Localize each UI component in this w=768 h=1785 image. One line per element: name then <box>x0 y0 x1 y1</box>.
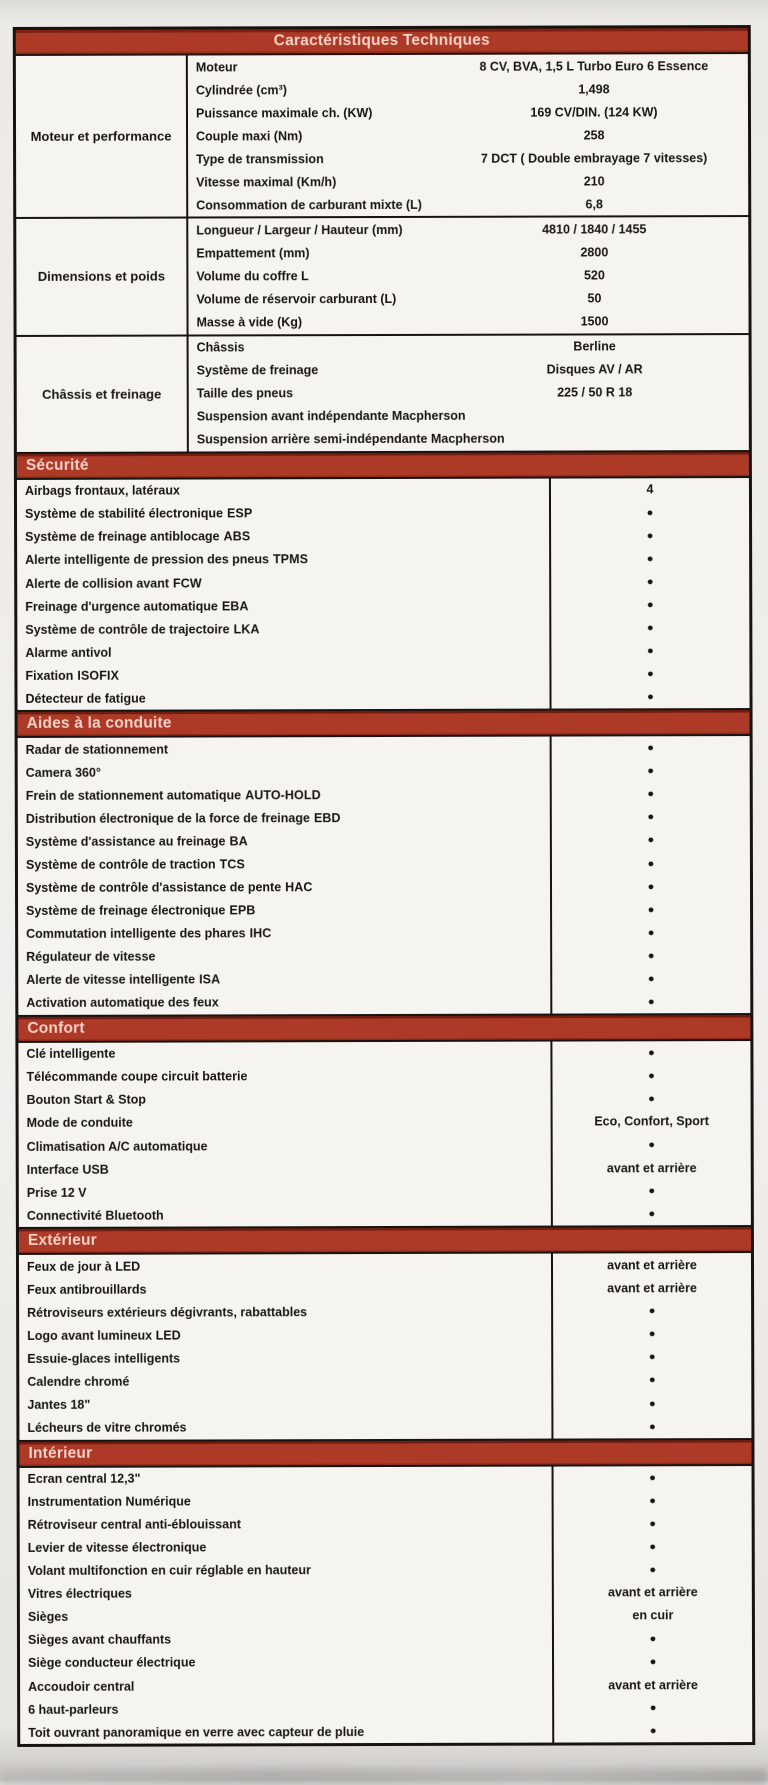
feature-label-text: Mode de conduite <box>26 1116 133 1131</box>
feature-row <box>20 1581 752 1606</box>
feature-label <box>17 478 551 502</box>
feature-row <box>18 1041 750 1066</box>
feature-value: • <box>648 1135 655 1155</box>
feature-value: • <box>650 1698 657 1718</box>
spec-row <box>188 146 748 171</box>
section-header-label: Intérieur <box>28 1444 93 1462</box>
feature-value: • <box>649 1301 656 1321</box>
feature-value: • <box>649 1560 656 1580</box>
section-header-label: Sécurité <box>25 456 89 474</box>
photo-edge-smudge <box>0 1769 768 1785</box>
feature-value: • <box>649 1416 656 1436</box>
feature-row <box>17 570 749 595</box>
spec-rows <box>188 54 748 217</box>
feature-label-acronym: BA <box>229 834 248 849</box>
feature-value: • <box>647 761 654 781</box>
feature-row <box>19 1179 751 1204</box>
feature-label-text: Alerte de vitesse intelligente <box>26 972 196 988</box>
spec-attribute-value: 520 <box>583 268 605 283</box>
feature-label-text: Volant multifonction en cuir réglable en hauteur <box>27 1563 311 1579</box>
feature-value: • <box>649 1347 656 1367</box>
feature-label-text: Commutation intelligente des phares <box>26 926 246 942</box>
spec-rows <box>188 217 748 334</box>
feature-label <box>18 806 552 830</box>
section-header-label: Confort <box>27 1019 85 1037</box>
feature-row <box>17 501 749 526</box>
feature-label <box>19 1300 553 1324</box>
feature-label-text: Système de contrôle d'assistance de pente <box>25 880 282 895</box>
feature-label-text: Ecran central 12,3" <box>27 1471 141 1487</box>
feature-label <box>20 1674 554 1698</box>
spec-attribute-label: Taille des pneus <box>196 386 294 401</box>
spec-section <box>17 335 749 454</box>
feature-label <box>19 1277 553 1301</box>
spec-attribute-label: Système de freinage <box>196 363 319 378</box>
feature-row <box>18 990 750 1015</box>
feature-label <box>19 1254 553 1278</box>
feature-label-text: Régulateur de vitesse <box>26 949 156 965</box>
section-header <box>18 710 750 738</box>
feature-value: avant et arrière <box>608 1585 698 1600</box>
feature-label <box>19 1203 553 1227</box>
feature-label <box>17 686 551 710</box>
feature-label-acronym: LKA <box>233 621 260 636</box>
section-header <box>18 1015 750 1043</box>
feature-row <box>20 1512 752 1537</box>
feature-label-text: Alarme antivol <box>25 645 112 660</box>
section-header <box>19 1440 751 1468</box>
feature-row <box>17 662 749 687</box>
top-spec-sections <box>16 54 749 454</box>
scanned-spec-sheet <box>13 25 756 1747</box>
feature-value: 4 <box>646 482 654 497</box>
feature-row <box>19 1133 751 1158</box>
feature-section-body <box>20 1466 753 1744</box>
spec-row <box>189 427 749 452</box>
feature-label-text: Sièges <box>27 1610 69 1625</box>
feature-section-body <box>18 736 751 1016</box>
feature-label-acronym: AUTO-HOLD <box>245 788 321 803</box>
feature-label <box>18 783 552 807</box>
spec-section-label: Dimensions et poids <box>16 219 188 335</box>
feature-label-text: Camera 360° <box>25 765 101 780</box>
feature-label <box>18 1064 552 1088</box>
feature-value: • <box>648 1066 655 1086</box>
feature-row <box>17 616 749 641</box>
feature-label-text: Essuie-glaces intelligents <box>27 1351 181 1366</box>
feature-row <box>19 1253 751 1278</box>
feature-value: • <box>647 526 654 546</box>
feature-row <box>17 685 749 710</box>
feature-value: • <box>647 687 654 707</box>
spec-row <box>188 123 748 148</box>
feature-label-text: Rétroviseur central anti-éblouissant <box>27 1517 241 1533</box>
spec-attribute-label: Volume de réservoir carburant (L) <box>196 291 397 307</box>
feature-label <box>20 1466 554 1490</box>
spec-row <box>189 404 749 429</box>
feature-label-acronym: EBD <box>313 811 341 826</box>
feature-row <box>18 805 750 830</box>
feature-row <box>18 875 750 900</box>
spec-attribute-label: Type de transmission <box>196 151 324 167</box>
spec-attribute-value: 225 / 50 R 18 <box>557 385 633 400</box>
feature-label-text: Prise 12 V <box>26 1185 87 1200</box>
feature-label <box>18 967 552 991</box>
feature-value: • <box>647 830 654 850</box>
feature-row <box>19 1087 751 1112</box>
feature-value: avant et arrière <box>607 1280 697 1296</box>
feature-label-acronym: TPMS <box>272 552 309 567</box>
spec-row <box>188 100 748 125</box>
feature-label <box>20 1535 554 1559</box>
feature-label-text: Système de contrôle de trajectoire <box>25 621 230 637</box>
feature-row <box>19 1345 751 1370</box>
feature-label-text: Feux antibrouillards <box>27 1282 147 1297</box>
feature-value: • <box>647 595 654 615</box>
feature-value: • <box>647 807 654 827</box>
spec-attribute-value: 50 <box>587 291 602 306</box>
feature-value: • <box>649 1324 656 1344</box>
page-title: Caractéristiques Techniques <box>273 31 490 50</box>
feature-sections <box>17 452 752 1744</box>
spec-row <box>189 358 749 383</box>
spec-row <box>188 240 748 265</box>
feature-row <box>20 1719 752 1744</box>
feature-section-body <box>18 1041 750 1229</box>
spec-attribute-value: 1,498 <box>578 81 610 97</box>
feature-value: avant et arrière <box>608 1677 698 1692</box>
feature-label-text: Rétroviseurs extérieurs dégivrants, rabattables <box>27 1305 308 1320</box>
feature-label-text: Siège conducteur électrique <box>28 1655 196 1671</box>
feature-value: avant et arrière <box>606 1160 697 1175</box>
feature-label <box>18 921 552 945</box>
feature-label <box>18 990 552 1014</box>
spec-row <box>188 263 748 288</box>
feature-row <box>20 1535 752 1560</box>
feature-label-text: Frein de stationnement automatique <box>25 788 242 803</box>
spec-section <box>16 54 748 219</box>
feature-row <box>17 524 749 549</box>
feature-row <box>17 547 749 572</box>
feature-label-text: Lécheurs de vitre chromés <box>27 1420 187 1435</box>
feature-row <box>18 967 750 992</box>
feature-label-text: Système de freinage antiblocage <box>25 529 220 545</box>
spec-attribute-value: 8 CV, BVA, 1,5 L Turbo Euro 6 Essence <box>479 58 709 74</box>
spec-section <box>16 217 748 336</box>
feature-label <box>19 1369 553 1393</box>
spec-attribute-label: Suspension arrière semi-indépendante Macpherson <box>196 431 505 447</box>
spec-attribute-value: 258 <box>583 128 605 143</box>
feature-label <box>20 1627 554 1651</box>
feature-row <box>18 852 750 877</box>
spec-attribute-value: Berline <box>573 339 616 354</box>
feature-label <box>17 501 551 525</box>
feature-section-body <box>17 478 750 712</box>
feature-row <box>19 1368 751 1393</box>
feature-row <box>20 1696 752 1721</box>
feature-label-text: Système d'assistance au freinage <box>25 834 226 849</box>
feature-label-text: Système de freinage électronique <box>26 903 226 919</box>
feature-value: en cuir <box>632 1608 674 1623</box>
spec-table <box>13 25 756 1747</box>
feature-label <box>17 594 551 618</box>
spec-row <box>188 77 748 102</box>
feature-value: • <box>647 618 654 638</box>
feature-label <box>18 760 552 784</box>
spec-rows <box>189 335 749 452</box>
feature-value: • <box>648 1204 655 1224</box>
spec-attribute-label: Masse à vide (Kg) <box>196 315 303 330</box>
feature-label <box>19 1415 553 1439</box>
feature-row <box>17 478 749 503</box>
feature-value: • <box>647 503 654 523</box>
feature-value: • <box>648 1043 655 1063</box>
spec-row <box>188 54 748 79</box>
feature-label-text: Levier de vitesse électronique <box>27 1540 207 1556</box>
feature-label <box>19 1180 553 1204</box>
feature-label-text: Feux de jour à LED <box>26 1259 141 1274</box>
feature-row <box>20 1673 752 1698</box>
feature-label-text: Jantes 18" <box>27 1397 91 1412</box>
feature-label-text: Activation automatique des feux <box>26 995 219 1011</box>
feature-label-text: Airbags frontaux, latéraux <box>24 483 180 499</box>
spec-row <box>188 310 748 335</box>
feature-label <box>19 1111 553 1135</box>
feature-label <box>20 1697 554 1721</box>
feature-value: • <box>649 1467 656 1487</box>
feature-label-acronym: HAC <box>285 880 313 895</box>
feature-value: • <box>647 572 654 592</box>
feature-value: • <box>648 1181 655 1201</box>
spec-row <box>189 335 749 360</box>
feature-label-text: Freinage d'urgence automatique <box>25 598 218 614</box>
feature-label-text: Calendre chromé <box>27 1374 130 1389</box>
spec-attribute-label: Suspension avant indépendante Macpherson <box>196 409 466 424</box>
feature-row <box>17 593 749 618</box>
feature-row <box>19 1156 751 1181</box>
spec-attribute-value: 4810 / 1840 / 1455 <box>542 222 647 237</box>
feature-label-text: 6 haut-parleurs <box>28 1702 119 1717</box>
feature-label-text: Logo avant lumineux LED <box>27 1328 181 1343</box>
feature-label <box>20 1604 554 1628</box>
feature-row <box>17 639 749 664</box>
feature-label <box>18 944 552 968</box>
section-header-label: Aides à la conduite <box>26 714 172 733</box>
spec-attribute-value: 210 <box>583 174 605 189</box>
spec-attribute-label: Volume du coffre L <box>196 269 309 284</box>
feature-row <box>19 1322 751 1347</box>
feature-value: • <box>647 549 654 569</box>
feature-label-text: Climatisation A/C automatique <box>26 1138 208 1154</box>
feature-label <box>18 737 552 761</box>
feature-label <box>19 1134 553 1158</box>
feature-value: • <box>649 1393 656 1413</box>
feature-label-text: Connectivité Bluetooth <box>26 1208 164 1223</box>
feature-row <box>20 1627 752 1652</box>
feature-label-acronym: IHC <box>249 926 272 941</box>
feature-label-acronym: ISA <box>199 972 221 987</box>
feature-value: • <box>648 899 655 919</box>
spec-attribute-value: 7 DCT ( Double embrayage 7 vitesses) <box>480 150 708 166</box>
feature-label-text: Accoudoir central <box>28 1679 135 1694</box>
feature-label-text: Distribution électronique de la force de freinage <box>25 811 310 826</box>
feature-value: • <box>647 876 654 896</box>
feature-label-text: Bouton Start & Stop <box>26 1093 147 1108</box>
spec-section-label: Moteur et performance <box>16 56 188 218</box>
feature-label-text: Télécommande coupe circuit batterie <box>26 1069 248 1085</box>
feature-label <box>20 1581 554 1605</box>
feature-value: • <box>650 1652 657 1672</box>
section-header-label: Extérieur <box>27 1231 97 1250</box>
feature-label-text: Vitres électriques <box>27 1586 132 1602</box>
feature-label-acronym: FCW <box>172 575 202 591</box>
spec-attribute-value: 6,8 <box>585 197 603 212</box>
feature-label-text: Fixation <box>25 668 74 683</box>
feature-label-acronym: ESP <box>227 506 253 521</box>
feature-row <box>18 898 750 923</box>
spec-attribute-label: Cylindrée (cm³) <box>195 82 287 98</box>
feature-row <box>20 1604 752 1629</box>
feature-label-text: Alerte de collision avant <box>25 576 170 591</box>
feature-row <box>20 1558 752 1583</box>
spec-attribute-label: Vitesse maximal (Km/h) <box>196 174 337 190</box>
feature-label-acronym: TCS <box>219 857 245 872</box>
feature-value: • <box>648 992 655 1012</box>
spec-row <box>188 192 748 217</box>
feature-label <box>20 1720 554 1744</box>
feature-label <box>19 1323 553 1347</box>
feature-value: • <box>647 784 654 804</box>
feature-value: • <box>647 641 654 661</box>
feature-label-text: Alerte intelligente de pression des pneus <box>25 552 269 568</box>
feature-row <box>19 1276 751 1301</box>
feature-row <box>18 782 750 807</box>
feature-value: • <box>649 1629 656 1649</box>
spec-row <box>188 287 748 312</box>
feature-label <box>17 640 551 664</box>
feature-value: avant et arrière <box>607 1257 697 1273</box>
spec-attribute-label: Moteur <box>195 59 238 75</box>
feature-value: • <box>647 738 654 758</box>
feature-label-text: Système de contrôle de traction <box>25 857 216 872</box>
spec-attribute-label: Puissance maximale ch. (KW) <box>195 105 373 121</box>
spec-attribute-label: Châssis <box>196 340 245 355</box>
spec-row <box>188 169 748 194</box>
feature-label-text: Radar de stationnement <box>25 742 169 757</box>
feature-row <box>19 1299 751 1324</box>
spec-section-label: Châssis et freinage <box>17 336 189 452</box>
section-header <box>17 452 749 480</box>
feature-label-text: Sièges avant chauffants <box>27 1632 172 1648</box>
feature-label <box>19 1157 553 1181</box>
feature-value: • <box>649 1537 656 1557</box>
spec-attribute-label: Consommation de carburant mixte (L) <box>196 197 422 213</box>
feature-row <box>20 1466 752 1491</box>
feature-value: • <box>648 969 655 989</box>
feature-label <box>17 571 551 595</box>
feature-label <box>18 898 552 922</box>
feature-value: • <box>650 1721 657 1741</box>
feature-label-acronym: EBA <box>221 598 249 613</box>
feature-label <box>19 1087 553 1111</box>
feature-label-acronym: ISOFIX <box>77 668 119 683</box>
spec-attribute-value: 1500 <box>580 314 609 329</box>
feature-label <box>17 524 551 548</box>
feature-label <box>18 852 552 876</box>
feature-section-body <box>19 1253 751 1441</box>
feature-row <box>18 944 750 969</box>
feature-label <box>18 1041 552 1065</box>
feature-label-text: Système de stabilité électronique <box>25 506 224 522</box>
feature-row <box>19 1415 751 1440</box>
feature-row <box>18 759 750 784</box>
spec-attribute-value: 169 CV/DIN. (124 KW) <box>530 104 658 120</box>
feature-label <box>17 617 551 641</box>
feature-value: • <box>647 853 654 873</box>
feature-label <box>20 1489 554 1513</box>
feature-value: • <box>649 1490 656 1510</box>
feature-label <box>18 875 552 899</box>
feature-label-text: Interface USB <box>26 1162 109 1177</box>
feature-value: • <box>648 1089 655 1109</box>
feature-row <box>18 921 750 946</box>
feature-row <box>20 1650 752 1675</box>
feature-row <box>18 828 750 853</box>
spec-attribute-label: Longueur / Largeur / Hauteur (mm) <box>196 222 403 238</box>
feature-label-text: Clé intelligente <box>26 1047 116 1062</box>
feature-value: • <box>648 945 655 966</box>
spec-attribute-label: Empattement (mm) <box>196 246 310 261</box>
spec-row <box>189 381 749 406</box>
feature-label-text: Toit ouvrant panoramique en verre avec capteur de pluie <box>28 1724 365 1740</box>
section-header <box>19 1227 751 1255</box>
spec-attribute-label: Couple maxi (Nm) <box>196 128 303 144</box>
feature-value: Eco, Confort, Sport <box>594 1114 709 1129</box>
spec-row <box>188 217 748 242</box>
feature-label-text: Détecteur de fatigue <box>25 691 146 706</box>
feature-label <box>20 1558 554 1582</box>
spec-attribute-value: 2800 <box>580 245 609 260</box>
feature-row <box>18 736 750 761</box>
table-title-bar <box>16 28 748 56</box>
feature-row <box>19 1202 751 1227</box>
feature-label <box>20 1651 554 1675</box>
feature-row <box>20 1489 752 1514</box>
feature-row <box>19 1392 751 1417</box>
feature-value: • <box>649 1370 656 1390</box>
feature-label-acronym: EPB <box>229 903 256 918</box>
feature-row <box>19 1110 751 1135</box>
feature-label <box>17 547 551 571</box>
feature-label-acronym: ABS <box>223 529 251 544</box>
feature-label <box>17 663 551 687</box>
spec-attribute-value: Disques AV / AR <box>546 362 643 377</box>
feature-label-text: Instrumentation Numérique <box>27 1494 191 1510</box>
feature-value: • <box>649 1513 656 1533</box>
feature-label <box>19 1392 553 1416</box>
feature-value: • <box>648 922 655 942</box>
feature-label <box>20 1512 554 1536</box>
feature-label <box>19 1346 553 1370</box>
feature-row <box>18 1064 750 1089</box>
feature-label <box>18 829 552 853</box>
feature-value: • <box>647 664 654 684</box>
